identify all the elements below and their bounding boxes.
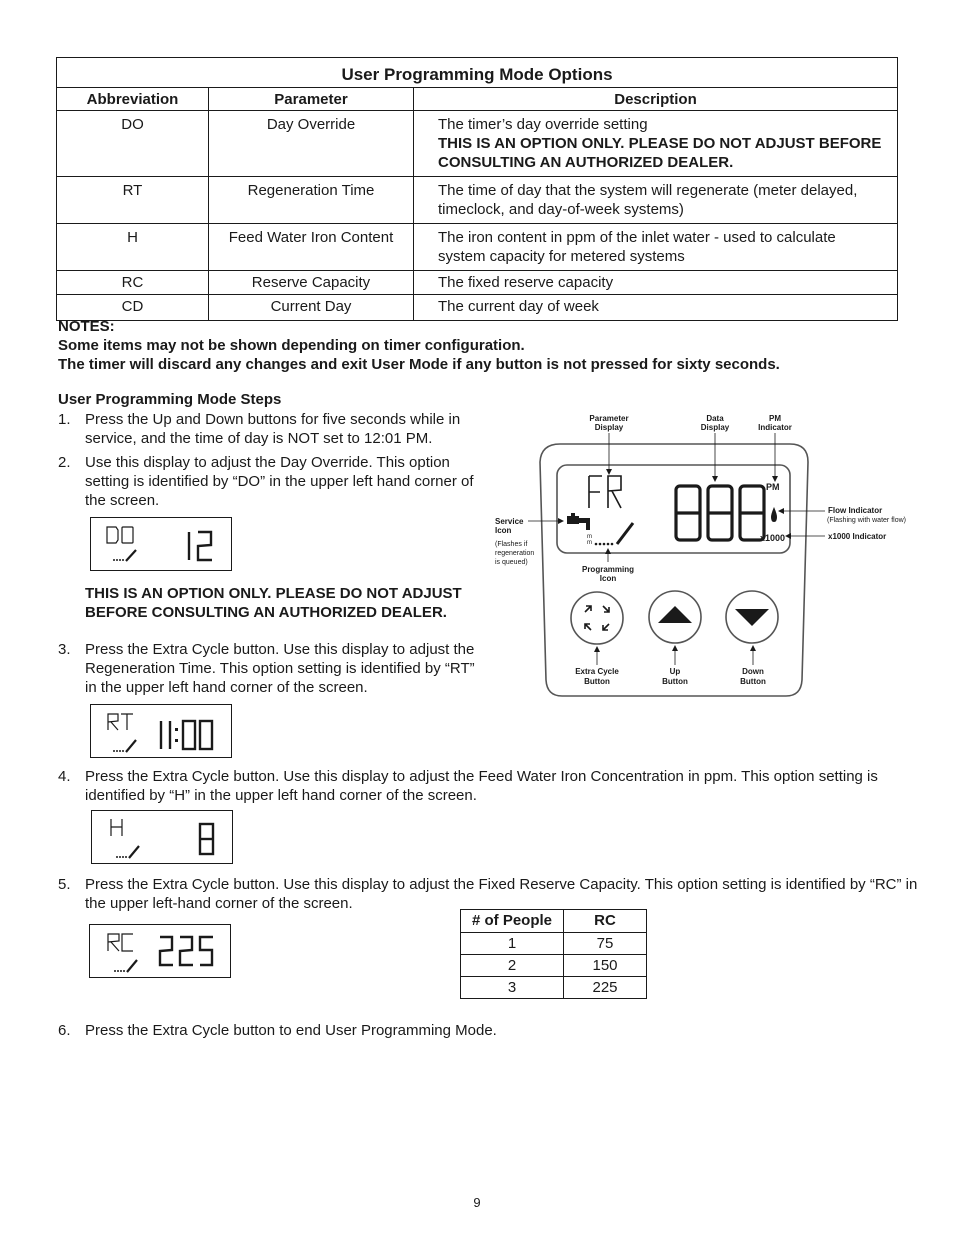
options-table: [56, 57, 898, 321]
svg-text:is queued): is queued): [495, 559, 528, 566]
options-table-title: User Programming Mode Options: [57, 58, 898, 88]
people-cell: 1: [461, 933, 564, 955]
header-description: Description: [414, 88, 898, 111]
step-number: 5.: [58, 876, 71, 893]
step-text: Press the Extra Cycle button. Use this display to adjust the Fixed Reserve Capacity. This option setting is identified by “RC” in the upper left-hand corner of the screen.: [85, 876, 918, 912]
svg-text:m: m: [587, 534, 592, 540]
step-2: [58, 453, 488, 513]
abbr-cell: RT: [57, 177, 209, 224]
step-number: 3.: [58, 641, 71, 658]
svg-text:(Flashes if: (Flashes if: [495, 541, 528, 548]
desc-cell: The fixed reserve capacity: [414, 271, 898, 295]
step-4: [58, 767, 938, 807]
header-abbreviation: Abbreviation: [57, 88, 209, 111]
page-number: 9: [473, 1195, 481, 1210]
table-row: [57, 111, 898, 177]
lcd-segments: [90, 925, 230, 977]
svg-text:Up: Up: [669, 667, 681, 676]
svg-text:Display: Display: [594, 423, 624, 432]
svg-text:Button: Button: [584, 677, 610, 686]
lcd-segments: [91, 705, 231, 757]
desc-cell: The iron content in ppm of the inlet water - used to calculate system capacity for metered systems: [414, 224, 898, 271]
step-number: 4.: [58, 768, 71, 785]
steps-title: User Programming Mode Steps: [58, 391, 282, 408]
pm-text: PM: [766, 482, 780, 492]
abbr-cell: CD: [57, 295, 209, 321]
param-cell: Feed Water Iron Content: [209, 224, 414, 271]
step-text: Press the Extra Cycle button. Use this display to adjust the Regeneration Time. This option setting is identified by “RT” in the upper left hand corner of the screen.: [85, 641, 475, 696]
lcd-segments: [92, 811, 232, 863]
desc-text: The timer’s day override setting: [438, 116, 648, 133]
table-row: [461, 955, 647, 977]
param-cell: Day Override: [209, 111, 414, 177]
svg-text:Flow Indicator: Flow Indicator: [828, 506, 883, 515]
notes-heading: NOTES:: [58, 318, 115, 335]
step-text: Press the Extra Cycle button. Use this display to adjust the Feed Water Iron Concentration in ppm. This option setting is identified by “H” in the upper left hand corner of the screen.: [85, 768, 878, 804]
svg-text:Button: Button: [740, 677, 766, 686]
step-number: 6.: [58, 1022, 71, 1039]
notes: [58, 317, 918, 374]
rc-cell: 75: [564, 933, 647, 955]
svg-text:Down: Down: [742, 667, 764, 676]
header-rc: RC: [564, 910, 647, 933]
param-cell: Current Day: [209, 295, 414, 321]
step-number: 1.: [58, 411, 71, 428]
lcd-segments: [91, 518, 231, 570]
svg-text:Parameter: Parameter: [589, 414, 629, 423]
controller-diagram-svg: [490, 410, 920, 700]
table-row: [461, 977, 647, 999]
svg-text:Indicator: Indicator: [758, 423, 792, 432]
svg-text:Display: Display: [700, 423, 730, 432]
table-row: [57, 177, 898, 224]
abbr-cell: DO: [57, 111, 209, 177]
step-text: Press the Extra Cycle button to end User Programming Mode.: [85, 1022, 497, 1039]
svg-text:(Flashing with water flow): (Flashing with water flow): [827, 517, 906, 524]
svg-text:Icon: Icon: [495, 526, 512, 535]
notes-line-1: Some items may not be shown depending on timer configuration.: [58, 337, 525, 354]
header-people: # of People: [461, 910, 564, 933]
extra-cycle-button: [571, 592, 623, 644]
param-cell: Regeneration Time: [209, 177, 414, 224]
people-cell: 3: [461, 977, 564, 999]
table-row: [57, 271, 898, 295]
desc-cell: The current day of week: [414, 295, 898, 321]
warning-text: THIS IS AN OPTION ONLY. PLEASE DO NOT ADJUST BEFORE CONSULTING AN AUTHORIZED DEALER.: [85, 585, 462, 621]
rc-cell: 225: [564, 977, 647, 999]
table-row: [57, 224, 898, 271]
step-number: 2.: [58, 454, 71, 471]
svg-text:m: m: [587, 540, 592, 546]
header-parameter: Parameter: [209, 88, 414, 111]
lcd-display-rc: [89, 924, 231, 978]
svg-text:x1000 Indicator: x1000 Indicator: [828, 532, 887, 541]
abbr-cell: RC: [57, 271, 209, 295]
desc-cell: The time of day that the system will regenerate (meter delayed, timeclock, and day-of-week systems): [414, 177, 898, 224]
lcd-display-do: [90, 517, 232, 571]
notes-line-2: The timer will discard any changes and exit User Mode if any button is not pressed for sixty seconds.: [58, 356, 780, 373]
rc-cell: 150: [564, 955, 647, 977]
x1000-text: x1000: [760, 533, 786, 543]
desc-cell: [414, 111, 898, 177]
svg-text:PM: PM: [769, 414, 781, 423]
step-6: [58, 1021, 938, 1041]
param-cell: Reserve Capacity: [209, 271, 414, 295]
lcd-display-h: [91, 810, 233, 864]
svg-text:Programming: Programming: [581, 565, 635, 574]
controller-diagram: [490, 410, 920, 700]
svg-text:regeneration: regeneration: [495, 550, 535, 557]
step-text: Press the Up and Down buttons for five seconds while in service, and the time of day is NOT set to 12:01 PM.: [85, 411, 461, 447]
step-3: [58, 640, 488, 700]
step-1: [58, 410, 488, 450]
step-text: Use this display to adjust the Day Override. This option setting is identified by “DO” in the upper left hand corner of the screen.: [85, 454, 474, 509]
lcd-display-rt: [90, 704, 232, 758]
svg-text:Data: Data: [706, 414, 724, 423]
desc-bold: THIS IS AN OPTION ONLY. PLEASE DO NOT ADJUST BEFORE CONSULTING AN AUTHORIZED DEALER.: [438, 135, 882, 171]
svg-text:Extra Cycle: Extra Cycle: [575, 667, 619, 676]
svg-text:Icon: Icon: [599, 574, 617, 583]
people-cell: 2: [461, 955, 564, 977]
rc-table: [460, 909, 647, 999]
svg-text:Button: Button: [662, 677, 688, 686]
table-row: [461, 933, 647, 955]
svg-text:Service: Service: [495, 517, 524, 526]
abbr-cell: H: [57, 224, 209, 271]
